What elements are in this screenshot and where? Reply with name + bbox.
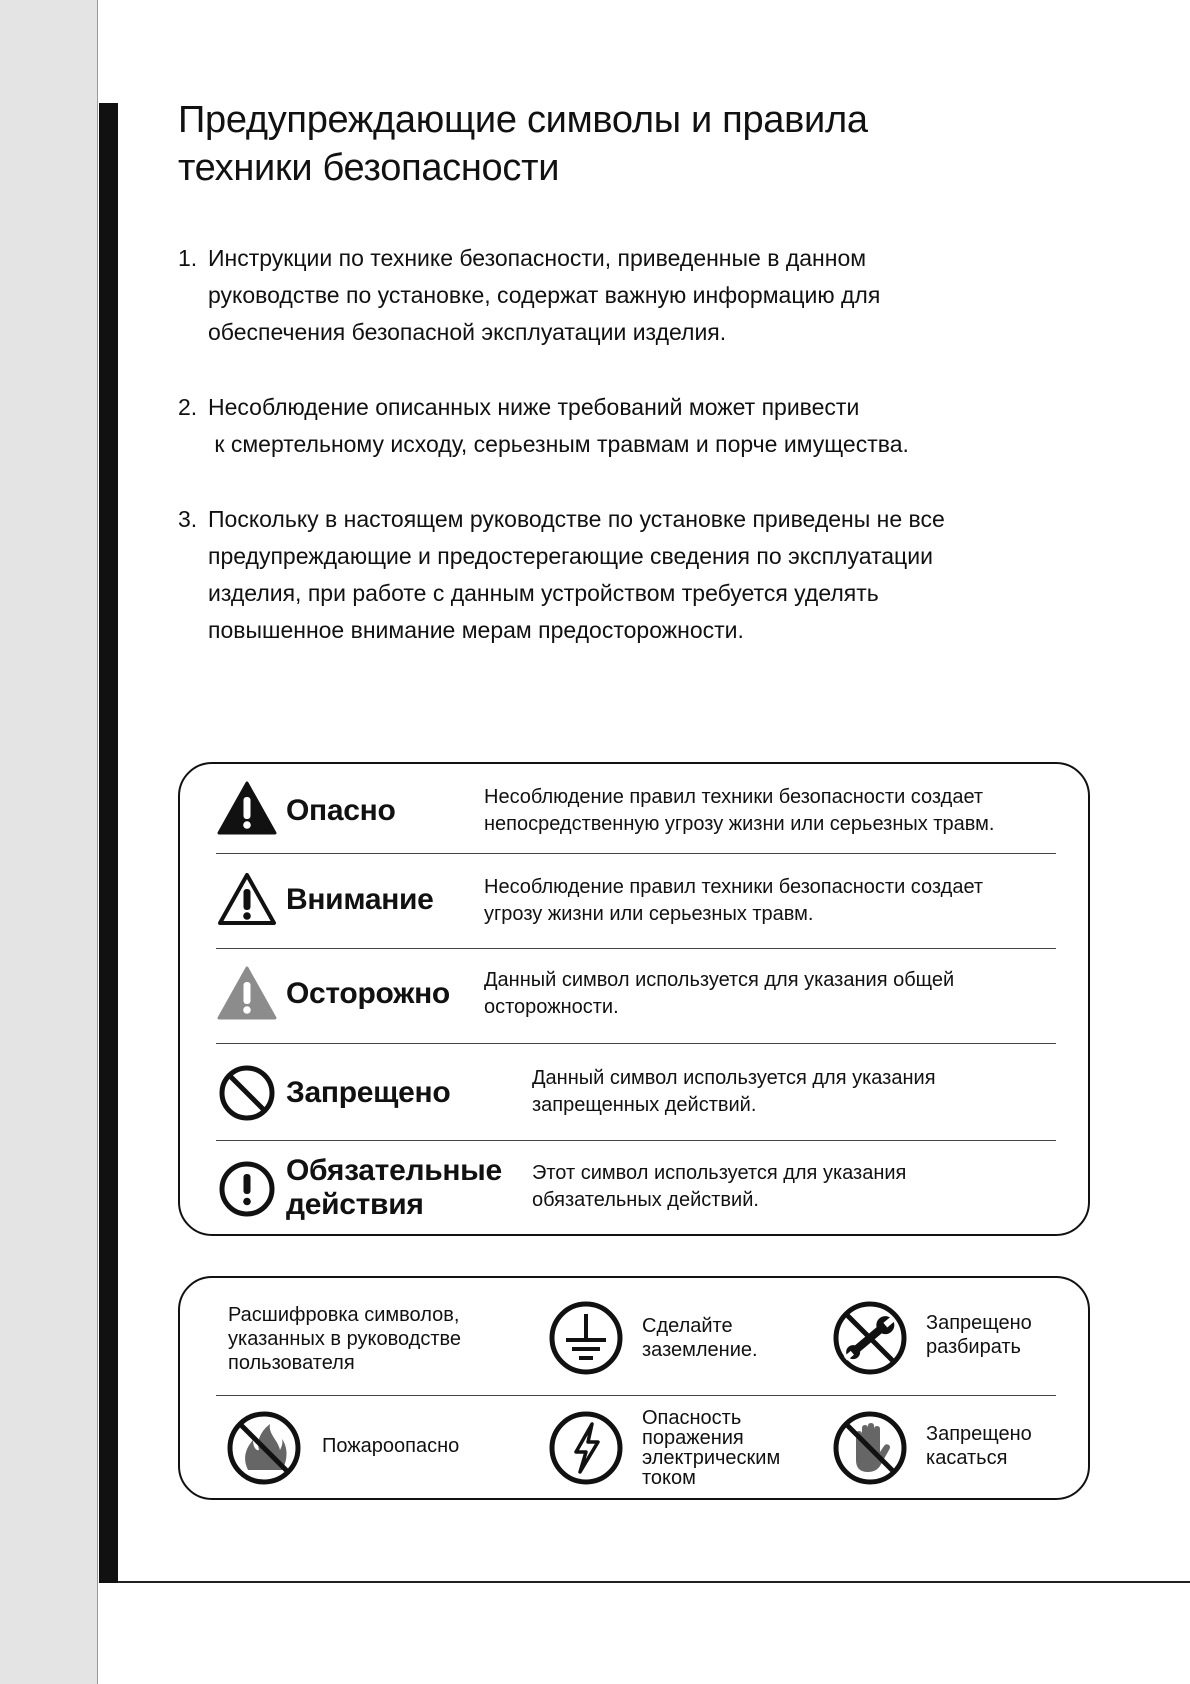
legend-intro: [228, 1303, 461, 1375]
bottom-rule: [118, 1581, 1190, 1583]
caution-triangle-icon: [216, 965, 278, 1026]
list-item: [178, 240, 1078, 351]
hazard-description: [532, 1160, 906, 1214]
row-divider: [216, 948, 1056, 949]
danger-triangle-icon: [216, 780, 278, 841]
item-line: изделия, при работе с данным устройством требуется уделять: [208, 580, 879, 606]
legend-line: заземление.: [642, 1339, 758, 1361]
hazard-label-line: Осторожно: [286, 977, 450, 1010]
legend-line: поражения: [642, 1427, 744, 1449]
item-text: [208, 389, 1038, 463]
item-line: повышенное внимание мерам предосторожности.: [208, 617, 744, 643]
legend-line: Запрещено: [926, 1312, 1032, 1334]
no-touch-icon: [832, 1410, 908, 1491]
legend-shock-text: [642, 1408, 780, 1488]
list-item: [178, 501, 1078, 649]
hazard-label: [286, 883, 434, 917]
hazard-levels-box: [178, 762, 1090, 1236]
hazard-desc-line: Данный символ используется для указания: [532, 1067, 936, 1089]
fire-hazard-icon: [226, 1410, 302, 1491]
item-number: 3.: [178, 506, 198, 532]
hazard-desc-line: угрозу жизни или серьезных травм.: [484, 903, 814, 925]
item-text: [208, 501, 1038, 649]
legend-fire-text: [322, 1434, 459, 1458]
hazard-description: [484, 874, 983, 928]
legend-line: разбирать: [926, 1336, 1021, 1358]
hazard-desc-line: непосредственную угрозу жизни или серьезных травм.: [484, 813, 995, 835]
hazard-description: [484, 784, 994, 838]
row-divider: [216, 1043, 1056, 1044]
title-line: техники безопасности: [178, 147, 560, 189]
safety-instructions-list: [178, 240, 1078, 687]
legend-intro-line: пользователя: [228, 1352, 355, 1374]
row-divider: [216, 1140, 1056, 1141]
list-item: [178, 389, 1078, 463]
legend-line: током: [642, 1467, 696, 1489]
item-line: Поскольку в настоящем руководстве по установке приведены не все: [208, 506, 945, 532]
hazard-label-line: Опасно: [286, 794, 396, 827]
electric-shock-icon: [548, 1410, 624, 1491]
page-title: [178, 96, 868, 192]
item-line: Инструкции по технике безопасности, приведенные в данном: [208, 245, 867, 271]
hazard-desc-line: Данный символ используется для указания общей: [484, 969, 955, 991]
legend-line: Сделайте: [642, 1315, 733, 1337]
item-number: 2.: [178, 394, 198, 420]
hazard-desc-line: Несоблюдение правил техники безопасности создает: [484, 876, 984, 898]
hazard-label: [286, 1076, 450, 1110]
hazard-label: [286, 1154, 502, 1222]
legend-line: касаться: [926, 1447, 1008, 1469]
hazard-description: [532, 1065, 936, 1119]
hazard-description: [484, 967, 954, 1021]
item-number: 1.: [178, 245, 198, 271]
left-margin-strip: [0, 0, 98, 1684]
mandatory-icon: [218, 1160, 276, 1223]
legend-no-touch-text: [926, 1422, 1032, 1470]
no-disassembly-icon: [832, 1300, 908, 1381]
hazard-label: [286, 794, 395, 828]
legend-line: Запрещено: [926, 1423, 1032, 1445]
hazard-desc-line: запрещенных действий.: [532, 1094, 757, 1116]
hazard-desc-line: Этот символ используется для указания: [532, 1162, 907, 1184]
item-line: Несоблюдение описанных ниже требований может привести: [208, 394, 860, 420]
row-divider: [216, 853, 1056, 854]
item-line: предупреждающие и предостерегающие сведения по эксплуатации: [208, 543, 933, 569]
item-line: руководстве по установке, содержат важную информацию для: [208, 282, 881, 308]
legend-line: электрическим: [642, 1447, 781, 1469]
legend-line: Опасность: [642, 1407, 742, 1429]
legend-intro-line: указанных в руководстве: [228, 1328, 462, 1350]
hazard-desc-line: осторожности.: [484, 996, 619, 1018]
hazard-label-line: Внимание: [286, 883, 434, 916]
item-line: к смертельному исходу, серьезным травмам и порче имущества.: [208, 431, 909, 457]
legend-divider: [216, 1395, 1056, 1396]
ground-icon: [548, 1300, 624, 1381]
hazard-label-line: Обязательные: [286, 1154, 502, 1187]
hazard-desc-line: Несоблюдение правил техники безопасности создает: [484, 786, 984, 808]
hazard-label: [286, 977, 450, 1011]
item-line: обеспечения безопасной эксплуатации изделия.: [208, 319, 727, 345]
item-text: [208, 240, 1038, 351]
title-line: Предупреждающие символы и правила: [178, 99, 868, 141]
symbols-legend-box: [178, 1276, 1090, 1500]
hazard-label-line: действия: [286, 1188, 424, 1221]
hazard-desc-line: обязательных действий.: [532, 1189, 759, 1211]
warning-triangle-icon: [216, 871, 278, 932]
legend-ground-text: [642, 1314, 758, 1362]
prohibited-icon: [218, 1064, 276, 1127]
legend-no-disassembly-text: [926, 1311, 1032, 1359]
left-black-bar: [99, 103, 118, 1583]
hazard-label-line: Запрещено: [286, 1076, 451, 1109]
legend-intro-line: Расшифровка символов,: [228, 1304, 460, 1326]
legend-line: Пожароопасно: [322, 1435, 460, 1457]
